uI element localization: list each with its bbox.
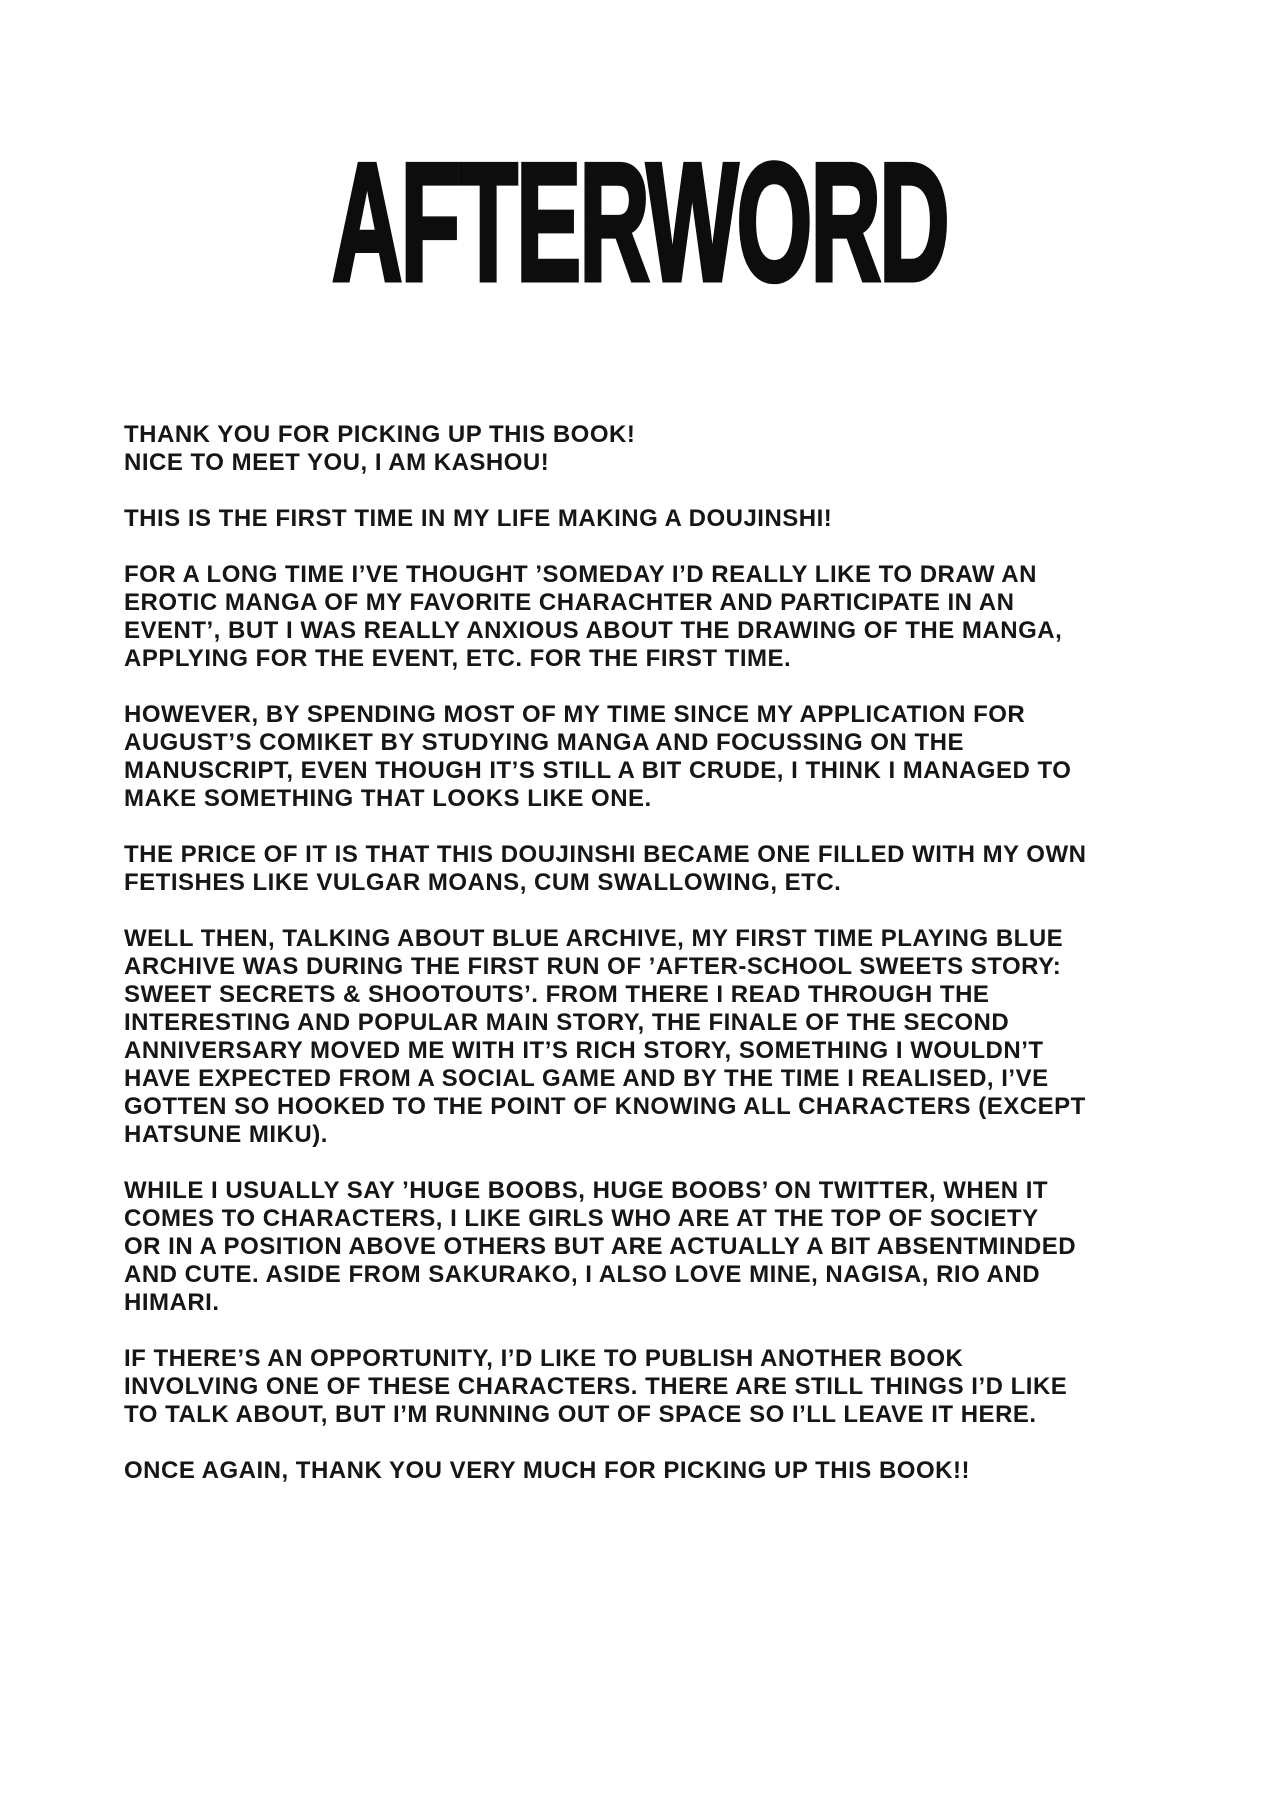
paragraph-closing bbox=[124, 1457, 1204, 1485]
text-line: WHILE I USUALLY SAY ’HUGE BOOBS, HUGE BOOBS’ ON TWITTER, WHEN IT bbox=[124, 1177, 1049, 1204]
text-line: INVOLVING ONE OF THESE CHARACTERS. THERE ARE STILL THINGS I’D LIKE bbox=[124, 1373, 1068, 1400]
text-line: MANUSCRIPT, EVEN THOUGH IT’S STILL A BIT CRUDE, I THINK I MANAGED TO bbox=[124, 757, 1072, 784]
text-line: GOTTEN SO HOOKED TO THE POINT OF KNOWING ALL CHARACTERS (EXCEPT bbox=[124, 1093, 1086, 1120]
text-line: AUGUST’S COMIKET BY STUDYING MANGA AND FOCUSSING ON THE bbox=[124, 729, 964, 756]
text-line: INTERESTING AND POPULAR MAIN STORY, THE FINALE OF THE SECOND bbox=[124, 1009, 1010, 1036]
text-line: THANK YOU FOR PICKING UP THIS BOOK! bbox=[124, 421, 636, 448]
text-line: ONCE AGAIN, THANK YOU VERY MUCH FOR PICKING UP THIS BOOK!! bbox=[124, 1457, 970, 1484]
text-line: FOR A LONG TIME I’VE THOUGHT ’SOMEDAY I’D REALLY LIKE TO DRAW AN bbox=[124, 561, 1037, 588]
text-line: ARCHIVE WAS DURING THE FIRST RUN OF ’AFTER-SCHOOL SWEETS STORY: bbox=[124, 953, 1062, 980]
text-line: THE PRICE OF IT IS THAT THIS DOUJINSHI BECAME ONE FILLED WITH MY OWN bbox=[124, 841, 1087, 868]
paragraph-opportunity bbox=[124, 1345, 1204, 1429]
paragraph-blue-archive bbox=[124, 925, 1204, 1149]
text-line: IF THERE’S AN OPPORTUNITY, I’D LIKE TO PUBLISH ANOTHER BOOK bbox=[124, 1345, 964, 1372]
text-line: EROTIC MANGA OF MY FAVORITE CHARACHTER AND PARTICIPATE IN AN bbox=[124, 589, 1015, 616]
text-line: HIMARI. bbox=[124, 1289, 220, 1316]
text-line: EVENT’, BUT I WAS REALLY ANXIOUS ABOUT THE DRAWING OF THE MANGA, bbox=[124, 617, 1063, 644]
text-line: THIS IS THE FIRST TIME IN MY LIFE MAKING A DOUJINSHI! bbox=[124, 505, 833, 532]
text-line: HAVE EXPECTED FROM A SOCIAL GAME AND BY THE TIME I REALISED, I’VE bbox=[124, 1065, 1049, 1092]
text-line: NICE TO MEET YOU, I AM KASHOU! bbox=[124, 449, 550, 476]
text-line: ANNIVERSARY MOVED ME WITH IT’S RICH STORY, SOMETHING I WOULDN’T bbox=[124, 1037, 1044, 1064]
afterword-text bbox=[124, 421, 1204, 1513]
paragraph-greeting bbox=[124, 421, 1204, 477]
text-line: HATSUNE MIKU). bbox=[124, 1121, 328, 1148]
title-row bbox=[0, 128, 1280, 316]
text-line: COMES TO CHARACTERS, I LIKE GIRLS WHO ARE AT THE TOP OF SOCIETY bbox=[124, 1205, 1039, 1232]
paragraph-first-time bbox=[124, 505, 1204, 533]
paragraph-characters bbox=[124, 1177, 1204, 1317]
text-line: APPLYING FOR THE EVENT, ETC. FOR THE FIRST TIME. bbox=[124, 645, 792, 672]
text-line: FETISHES LIKE VULGAR MOANS, CUM SWALLOWING, ETC. bbox=[124, 869, 842, 896]
text-line: TO TALK ABOUT, BUT I’M RUNNING OUT OF SPACE SO I’LL LEAVE IT HERE. bbox=[124, 1401, 1037, 1428]
text-line: HOWEVER, BY SPENDING MOST OF MY TIME SINCE MY APPLICATION FOR bbox=[124, 701, 1026, 728]
page-title: AFTERWORD bbox=[332, 128, 948, 316]
text-line: OR IN A POSITION ABOVE OTHERS BUT ARE ACTUALLY A BIT ABSENTMINDED bbox=[124, 1233, 1077, 1260]
paragraph-however bbox=[124, 701, 1204, 813]
text-line: MAKE SOMETHING THAT LOOKS LIKE ONE. bbox=[124, 785, 652, 812]
text-line: AND CUTE. ASIDE FROM SAKURAKO, I ALSO LOVE MINE, NAGISA, RIO AND bbox=[124, 1261, 1041, 1288]
paragraph-price bbox=[124, 841, 1204, 897]
text-line: WELL THEN, TALKING ABOUT BLUE ARCHIVE, MY FIRST TIME PLAYING BLUE bbox=[124, 925, 1064, 952]
paragraph-long-time bbox=[124, 561, 1204, 673]
text-line: SWEET SECRETS & SHOOTOUTS’. FROM THERE I READ THROUGH THE bbox=[124, 981, 990, 1008]
